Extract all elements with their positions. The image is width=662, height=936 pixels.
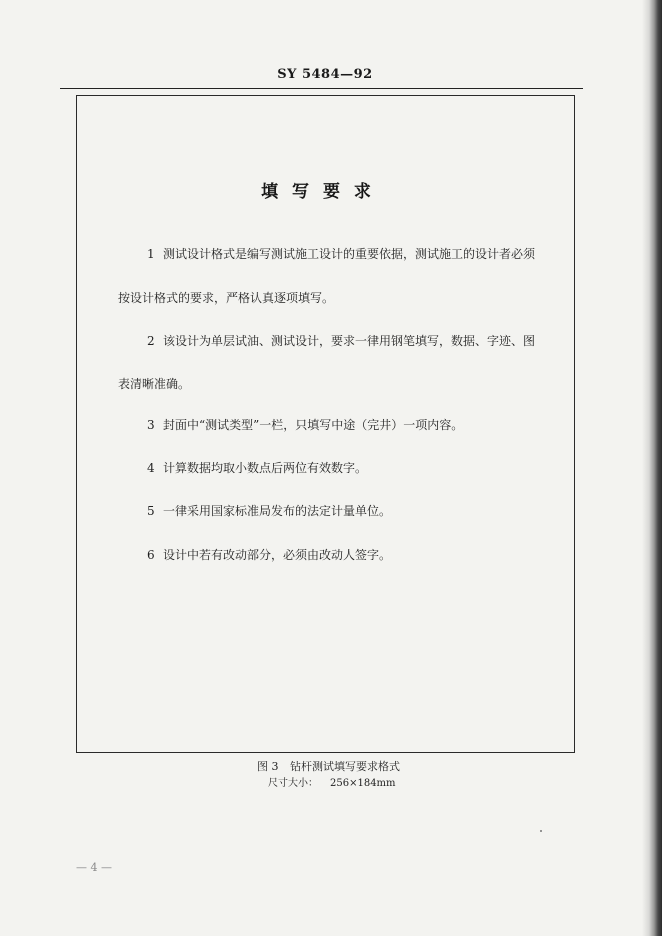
page-number: — 4 — xyxy=(76,861,112,874)
item-text-continued: 按设计格式的要求，严格认真逐项填写。 xyxy=(118,291,335,305)
item-text: 测试设计格式是编写测试施工设计的重要依据，测试施工的设计者必须 xyxy=(163,247,536,261)
item-number: 1 xyxy=(147,247,155,261)
standard-code-header: SY 5484—92 xyxy=(277,67,373,82)
scan-edge xyxy=(642,0,662,936)
header-rule xyxy=(60,88,583,89)
item-text: 计算数据均取小数点后两位有效数字。 xyxy=(163,461,368,475)
figure-label: 图 3 xyxy=(257,760,279,773)
item-number: 6 xyxy=(147,548,155,562)
item-number: 5 xyxy=(147,504,155,518)
item-text: 设计中若有改动部分，必须由改动人签字。 xyxy=(163,548,392,562)
item-text: 该设计为单层试油、测试设计，要求一律用钢笔填写，数据、字迹、图 xyxy=(163,334,536,348)
item-text: 一律采用国家标准局发布的法定计量单位。 xyxy=(163,504,392,518)
size-label: 尺寸大小： xyxy=(268,778,318,789)
item-number: 2 xyxy=(147,334,155,348)
item-text: 封面中“测试类型”一栏，只填写中途（完井）一项内容。 xyxy=(163,418,464,432)
figure-title: 钻杆测试填写要求格式 xyxy=(290,760,400,773)
item-number: 4 xyxy=(147,461,155,475)
scan-speck xyxy=(540,830,542,832)
item-text-continued: 表清晰准确。 xyxy=(118,377,191,391)
page-title: 填 写 要 求 xyxy=(261,182,375,202)
item-number: 3 xyxy=(147,418,155,432)
size-value: 256×184mm xyxy=(330,778,396,789)
